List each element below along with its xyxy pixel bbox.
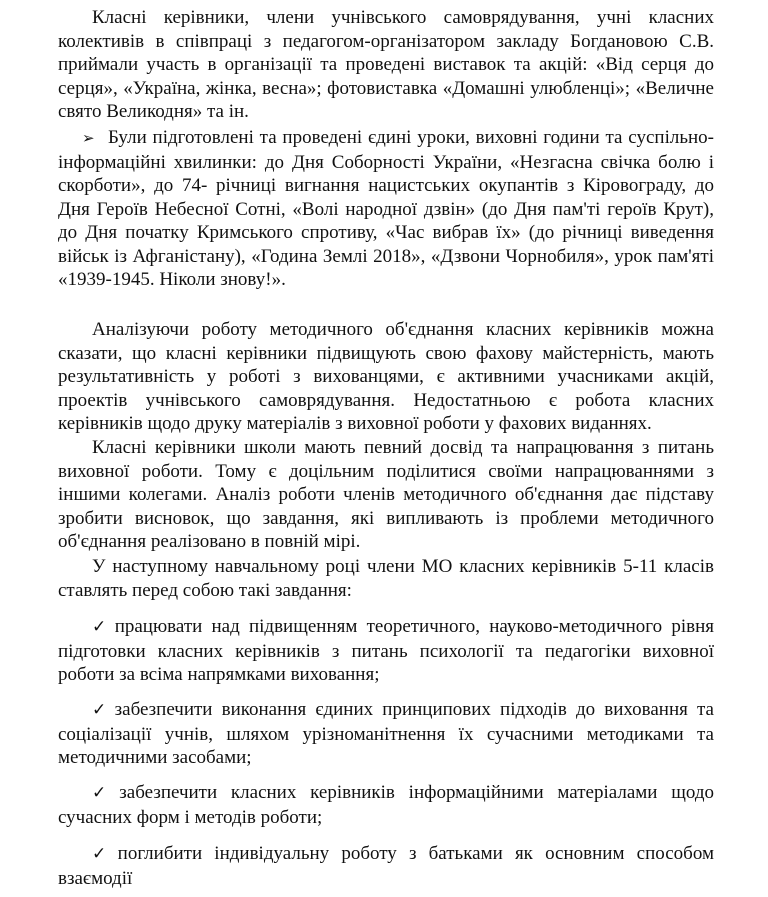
task-item-4-text: поглибити індивідуальну роботу з батьками як основним способом взаємодії xyxy=(58,843,714,889)
task-item-1-text: працювати над підвищенням теоретичного, науково-методичного рівня підготовки класних керівників з питань психології та педагогіки виховної роботи за всіма напрямками виховання; xyxy=(58,616,714,685)
paragraph-next-year: У наступному навчальному році члени МО класних керівників 5-11 класів ставлять перед собою такі завдання: xyxy=(58,556,714,601)
checkmark-icon: ✓ xyxy=(92,700,111,720)
checkmark-icon: ✓ xyxy=(92,783,116,803)
task-item-2 xyxy=(58,698,714,770)
paragraph-exhibitions: Класні керівники, члени учнівського самоврядування, учні класних колективів в співпраці з педагогом-організатором закладу Богдановою С.В. приймали участь в організації та проведені виставок та акцій: «Від серця до серця», «Україна, жінка, весна»; фотовиставка «Домашні улюбленці»; «Величне свято Великодня» та ін. xyxy=(58,7,714,122)
paragraph-experience: Класні керівники школи мають певний досвід та напрацювання з питань виховної роботи. Тому є доцільним поділитися своїми напрацюваннями з іншими колегами. Аналіз роботи членів методичного об'єднання дає підставу зробити висновок, що завдання, які випливають із проблеми методичного об'єднання реалізовано в повній мірі. xyxy=(58,437,714,552)
paragraph-lessons xyxy=(58,126,714,292)
checkmark-icon: ✓ xyxy=(92,617,111,637)
task-item-4 xyxy=(58,842,714,890)
checkmark-icon: ✓ xyxy=(92,844,114,864)
arrow-bullet-icon: ➢ xyxy=(82,129,95,147)
task-item-3 xyxy=(58,781,714,829)
task-item-1 xyxy=(58,615,714,687)
task-item-2-text: забезпечити виконання єдиних принципових підходів до виховання та соціалізації учнів, шляхом урізноманітнення їх сучасними методиками та методичними засобами; xyxy=(58,699,714,768)
task-item-3-text: забезпечити класних керівників інформаційними матеріалами щодо сучасних форм і методів роботи; xyxy=(58,782,715,828)
paragraph-lessons-text: Були підготовлені та проведені єдині уроки, виховні години та суспільно-інформаційні хвилинки: до Дня Соборності України, «Незгасна свічка болю і скорботи», до 74- річниці вигнання нацистських окупантів з Кіровограду, до Дня Героїв Небесної Сотні, «Волі народної дзвін» (до Дня пам'ті героїв Крут), до Дня початку Кримського спротиву, «Час вибрав їх» (до річниці виведення військ із Афганістану), «Година Землі 2018», «Дзвони Чорнобиля», урок пам'яті «1939-1945. Ніколи знову!». xyxy=(58,127,714,290)
paragraph-analysis: Аналізуючи роботу методичного об'єднання класних керівників можна сказати, що класні керівники підвищують свою фахову майстерність, мають результативність у роботі з вихованцями, є активними учасниками акцій, проектів учнівського самоврядування. Недостатньою є робота класних керівників щодо друку матеріалів з виховної роботи у фахових виданнях. xyxy=(58,319,714,434)
